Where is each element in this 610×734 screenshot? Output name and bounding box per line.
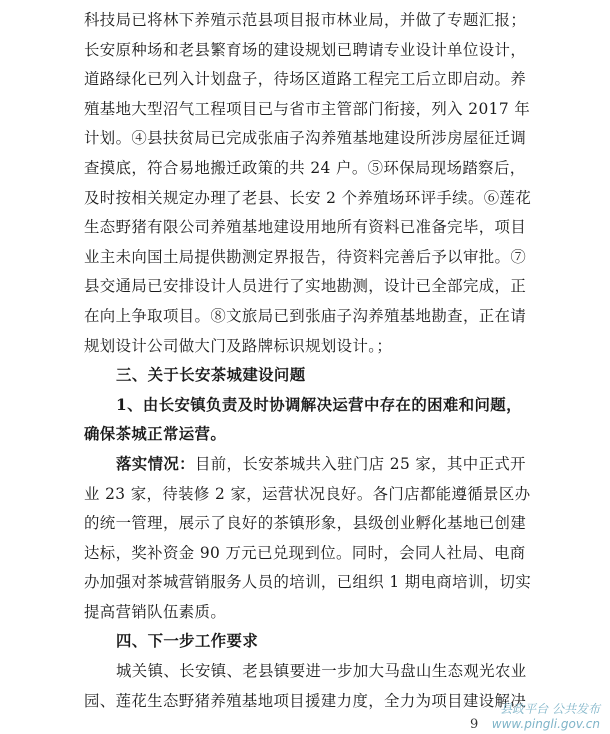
text-line: 在向上争取项目。⑧文旅局已到张庙子沟养殖基地勘查，正在请 xyxy=(84,306,527,325)
text-line: 殖基地大型沼气工程项目已与省市主管部门衔接，列入 2017 年 xyxy=(84,99,531,118)
implementation-label: 落实情况： xyxy=(116,454,195,473)
text-line: 科技局已将林下养殖示范县项目报市林业局，并做了专题汇报； xyxy=(84,11,527,29)
watermark-title: 县政平台 公共发布 xyxy=(500,702,600,716)
text-line: 长安原种场和老县繁育场的建设规划已聘请专业设计单位设计， xyxy=(84,40,527,59)
subheading-1-line: 确保茶城正常运营。 xyxy=(84,425,227,444)
text-line: 园、莲花生态野猪养殖基地项目援建力度，全力为项目建设解决 xyxy=(84,691,527,710)
text-line: 计划。④县扶贫局已完成张庙子沟养殖基地建设所涉房屋征迁调 xyxy=(84,129,527,148)
implementation-first-line xyxy=(84,450,564,480)
paragraph-progress xyxy=(84,6,564,361)
text-line: 业 23 家，待装修 2 家，运营状况良好。各门店都能遵循景区办 xyxy=(84,484,531,503)
text-line: 的统一管理，展示了良好的茶镇形象，县级创业孵化基地已创建 xyxy=(84,514,527,533)
text-line: 道路绿化已列入计划盘子，待场区道路工程完工后立即启动。养 xyxy=(84,70,527,89)
implementation-text: 目前，长安茶城共入驻门店 25 家，其中正式开 xyxy=(194,454,526,473)
text-line: 提高营销队伍素质。 xyxy=(84,602,227,621)
text-line: 生态野猪有限公司养殖基地建设用地所有资料已准备完毕，项目 xyxy=(84,218,527,237)
subheading-1-line: 1、由长安镇负责及时协调解决运营中存在的困难和问题， xyxy=(116,395,522,414)
watermark-url: www.pingli.gov.cn xyxy=(491,717,600,731)
text-line: 规划设计公司做大门及路牌标识规划设计。； xyxy=(84,336,393,355)
section-heading-3: 三、关于长安茶城建设问题 xyxy=(116,366,306,385)
text-line: 查摸底，符合易地搬迁政策的共 24 户。⑤环保局现场踏察后， xyxy=(84,158,526,177)
text-line: 及时按相关规定办理了老县、长安 2 个养殖场环评手续。⑥莲花 xyxy=(84,188,532,207)
text-line: 业主未向国土局提供勘测定界报告，待资料完善后予以审批。⑦ xyxy=(84,247,527,266)
section-heading-4: 四、下一步工作要求 xyxy=(116,632,259,651)
text-line: 县交通局已安排设计人员进行了实地勘测，设计已全部完成，正 xyxy=(84,277,527,296)
text-line: 城关镇、长安镇、老县镇要进一步加大马盘山生态观光农业 xyxy=(116,662,527,681)
site-watermark xyxy=(492,702,600,732)
text-line: 达标，奖补资金 90 万元已兑现到位。同时，会同人社局、电商 xyxy=(84,543,526,562)
page-number: 9 xyxy=(470,717,479,732)
text-line: 办加强对茶城营销服务人员的培训，已组织 1 期电商培训，切实 xyxy=(84,573,532,592)
